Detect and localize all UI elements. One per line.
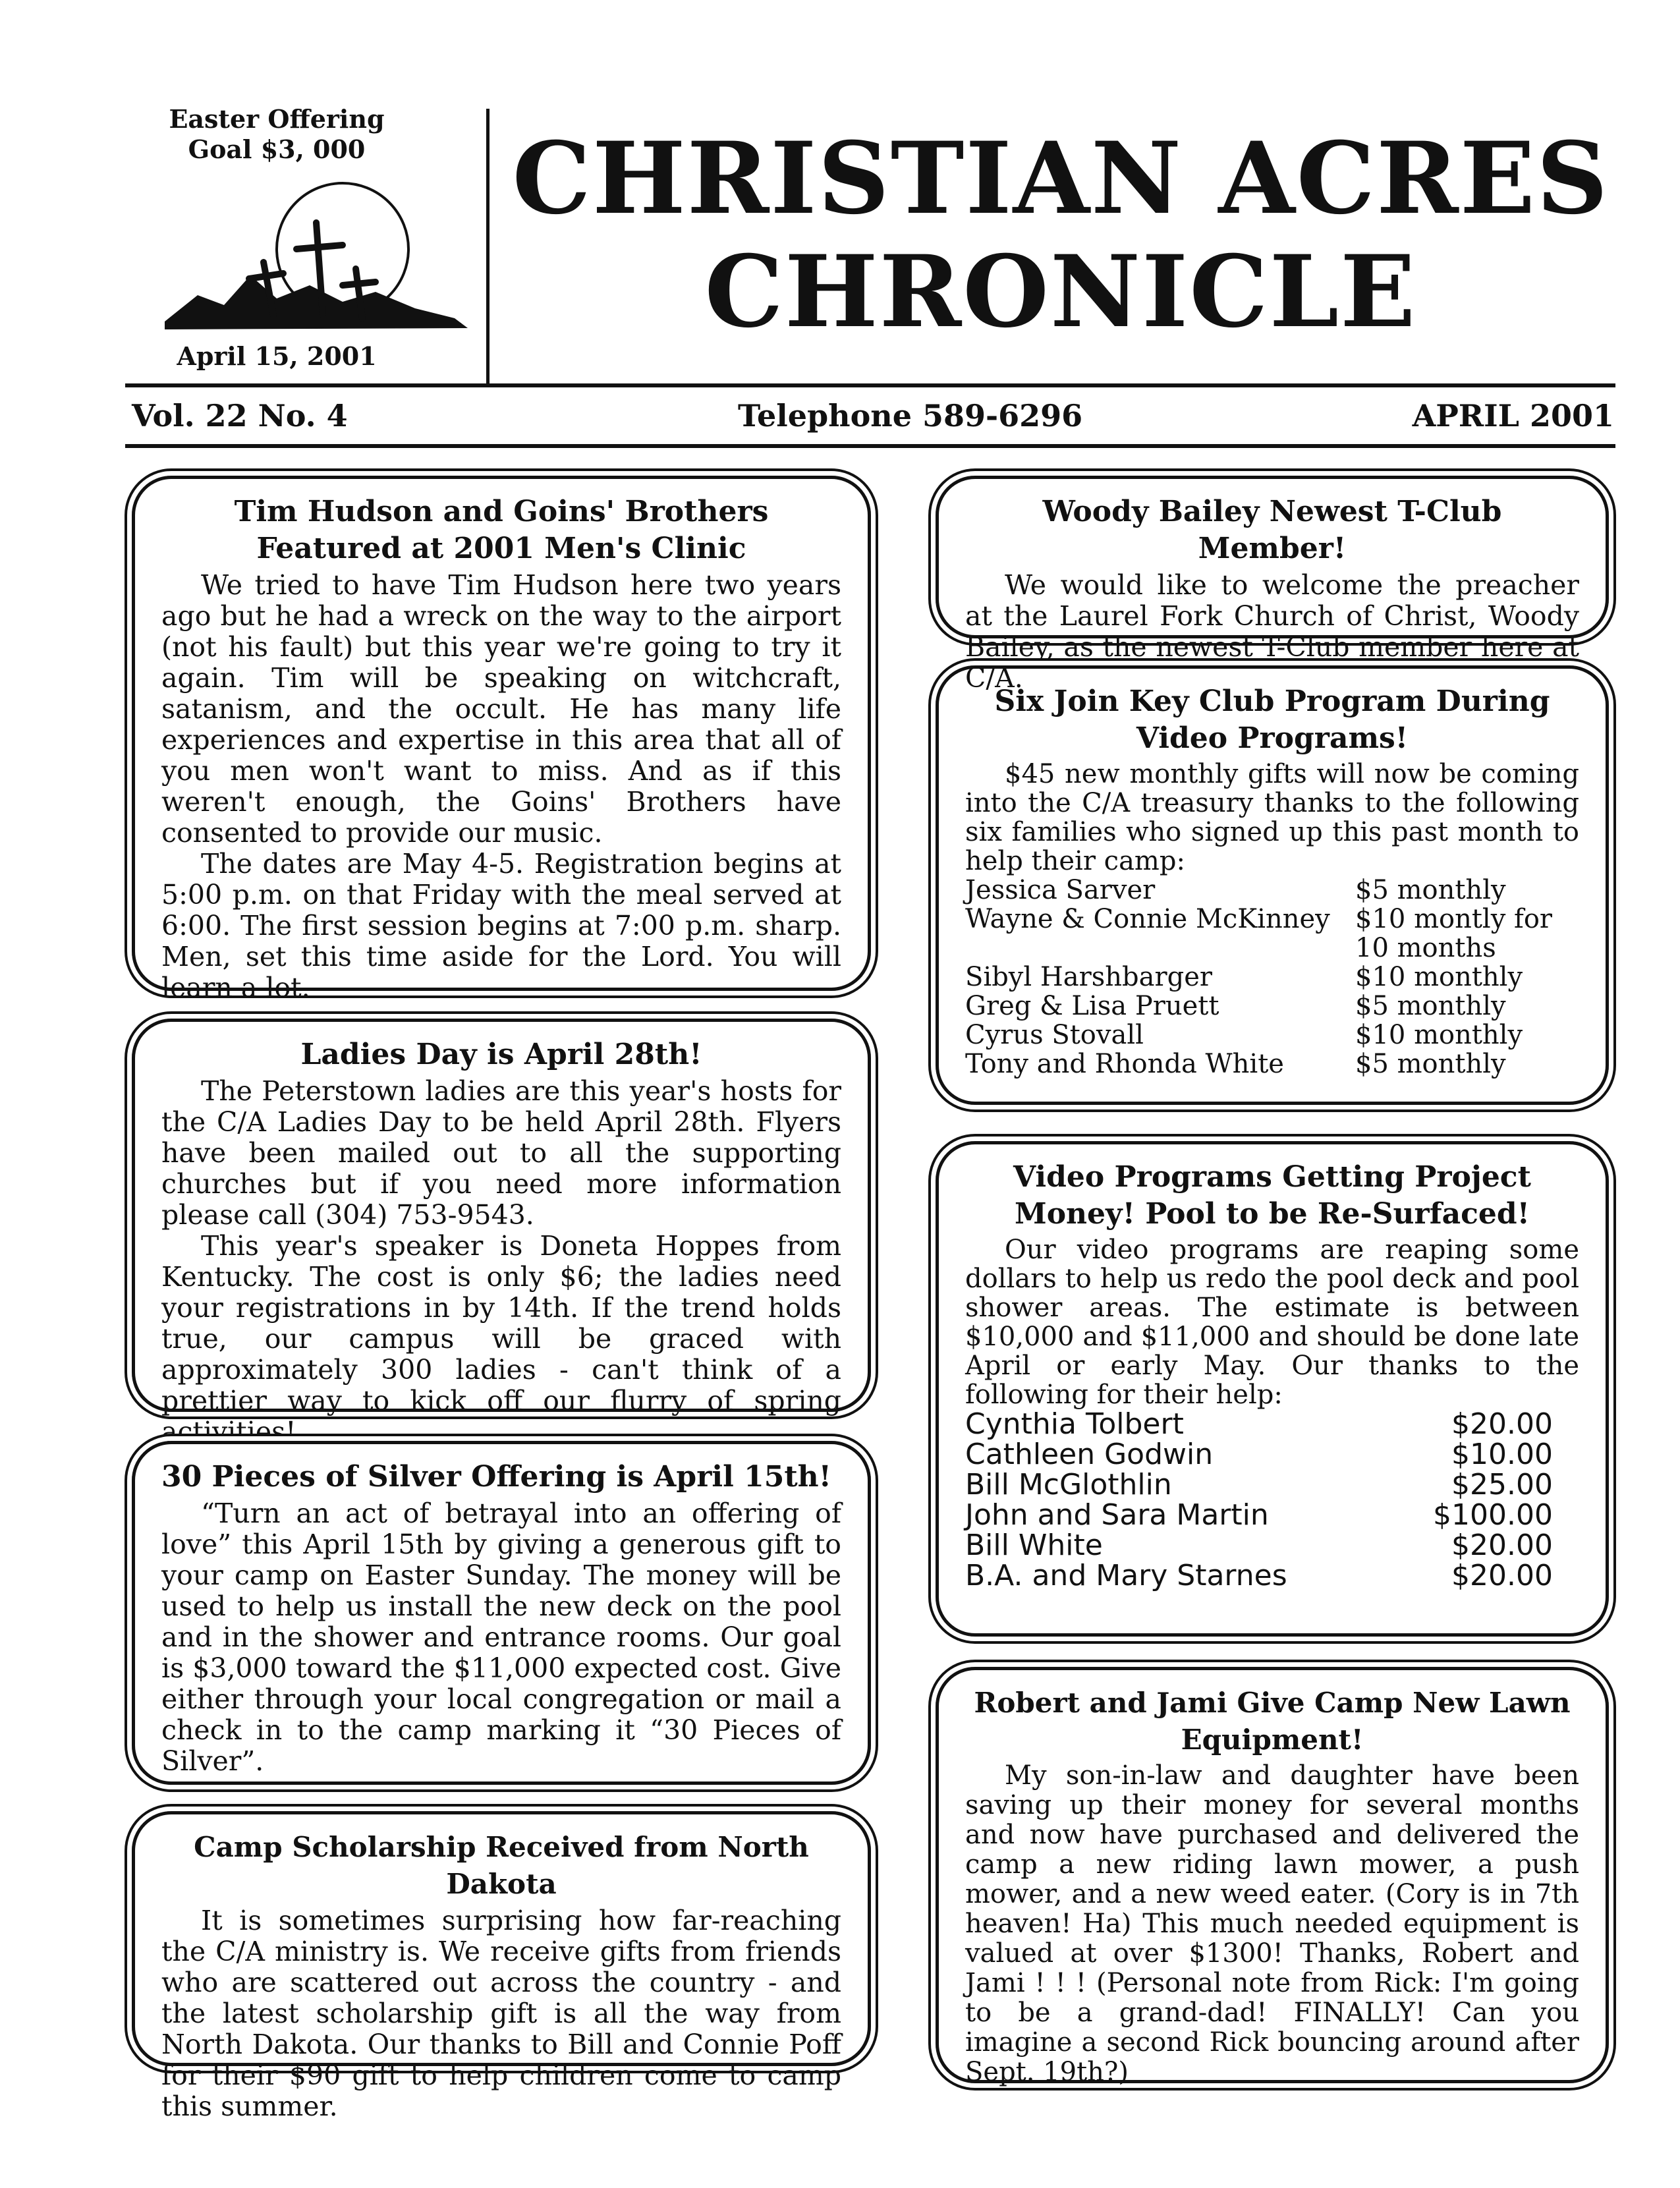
article-paragraph: My son-in-law and daughter have been saving up their money for several months and now have purchased and delivered the camp a new riding lawn mower, a push mower, and a new weed eater. (Cory is in 7th heaven! Ha) This much needed equipment is valued at over $1300! Thanks, Robert and Jami ! ! ! (Personal note from Rick: I'm going to be a grand-dad! FINALLY! Can you imagine a second Rick bouncing around after Sept. 19th?) [965,1760,1579,2087]
table-row [965,905,1579,963]
article-paragraph: We tried to have Tim Hudson here two years ago but he had a wreck on the way to the airport (not his fault) but this year we're going to try it again. Tim will be speaking on witchcraft, satanism, and the occult. He has many life experiences and expertise in this area that all of you men won't want to miss. And as if this weren't enough, the Goins' Brothers have consented to provide our music. [161,569,841,849]
article-title: Ladies Day is April 28th! [300,1038,702,1071]
gift-amount: $10 monthly [1355,1020,1523,1050]
newsletter-title [501,122,1621,349]
donor-amount: $10.00 [1451,1438,1553,1471]
article-title-line-2: Video Programs! [1136,721,1409,755]
article-title-line-2: Money! Pool to be Re-Surfaced! [1014,1197,1530,1231]
article-title [965,683,1579,757]
masthead-divider [486,109,490,385]
article-lawn-equipment [936,1667,1609,2087]
gift-name: Wayne & Connie McKinney [965,904,1330,934]
article-title: Camp Scholarship Received from North Dakota [194,1831,809,1900]
gift-amount: $5 monthly [1355,991,1506,1021]
donor-amount: $20.00 [1451,1559,1553,1592]
donor-amount: $20.00 [1451,1407,1553,1441]
article-paragraph: It is sometimes surprising how far-reaching the C/A ministry is. We receive gifts from friends who are scattered out across the country - and the latest scholarship gift is all the way from North Dakota. Our thanks to Bill and Connie Poff for their $90 gift to help children come to camp this summer. [161,1905,841,2122]
article-video-programs [936,1141,1609,1637]
key-club-gift-table [965,876,1579,1079]
article-key-club [936,665,1609,1105]
article-ladies-day [132,1019,871,1447]
easter-offering-block [125,104,507,381]
title-line-1: CHRISTIAN ACRES [512,121,1610,237]
article-title: 30 Pieces of Silver Offering is April 15th! [161,1460,831,1494]
article-paragraph: We would like to welcome the preacher at the Laurel Fork Church of Christ, Woody Bailey, as the newest T-Club member here at C/A. [965,569,1579,694]
article-paragraph: The dates are May 4-5. Registration begins at 5:00 p.m. on that Friday with the meal served at 6:00. The first session begins at 7:00 p.m. sharp. Men, set this time aside for the Lord. You will learn a lot. [161,848,841,1003]
article-paragraph: $45 new monthly gifts will now be coming into the C/A treasury thanks to the following six families who signed up this past month to help their camp: [965,759,1579,876]
article-title-line-2: Featured at 2001 Men's Clinic [256,532,746,565]
article-paragraph: Our video programs are reaping some dollars to help us redo the pool deck and pool shower areas. The estimate is between $10,000 and $11,000 and should be done late April or early May. Our thanks to the following for their help: [965,1235,1579,1410]
issue-month: APRIL 2001 [1412,398,1614,434]
donor-amount: $100.00 [1433,1498,1553,1532]
article-paragraph: The Peterstown ladies are this year's hosts for the C/A Ladies Day to be held April 28th. Flyers have been mailed out to all the supporting churches but if you need more information please call (304) 753-9543. [161,1075,841,1231]
article-title-line-1: Robert and Jami Give Camp New Lawn [974,1687,1571,1719]
table-row [965,1050,1579,1079]
article-title-line-2: Equipment! [1181,1724,1364,1756]
table-row [965,992,1579,1021]
gift-name: Greg & Lisa Pruett [965,991,1219,1021]
easter-date: April 15, 2001 [177,341,377,371]
three-crosses-logo-icon [152,177,507,348]
table-row [965,1500,1579,1530]
article-title-line-1: Six Join Key Club Program During [994,685,1550,718]
article-title: Woody Bailey Newest T-Club Member! [1042,495,1502,565]
article-title-line-1: Video Programs Getting Project [1013,1160,1531,1194]
gift-amount: $10 monthly [1355,962,1523,992]
gift-name: Tony and Rhonda White [965,1049,1284,1079]
table-row [965,963,1579,992]
gift-amount: $5 monthly [1355,1049,1506,1079]
article-title [965,1685,1579,1758]
article-paragraph: This year's speaker is Doneta Hoppes from Kentucky. The cost is only $6; the ladies need your registrations in by 14th. If the trend holds true, our campus will be graced with approximately 300 ladies - can't think of a prettier way to kick off our flurry of spring activities! [161,1230,841,1447]
article-title [965,1159,1579,1233]
donor-name: John and Sara Martin [965,1498,1269,1532]
header-rule-bottom [125,444,1615,448]
donor-amount: $25.00 [1451,1468,1553,1501]
gift-amount: $10 montly for 10 months [1355,904,1553,963]
table-row [965,1409,1579,1440]
table-row [965,1470,1579,1500]
donor-name: Bill White [965,1529,1103,1562]
donor-amount: $20.00 [1451,1529,1553,1562]
gift-amount: $5 monthly [1355,875,1506,905]
table-row [965,1530,1579,1561]
gift-name: Jessica Sarver [965,875,1156,905]
article-title-line-1: Tim Hudson and Goins' Brothers [234,495,769,528]
donor-name: Cathleen Godwin [965,1438,1214,1471]
telephone-number: Telephone 589-6296 [738,398,1083,434]
easter-offering-label: Easter Offering [169,104,385,134]
gift-name: Cyrus Stovall [965,1020,1144,1050]
video-donor-table [965,1409,1579,1591]
article-silver-offering [132,1441,871,1785]
article-paragraph: “Turn an act of betrayal into an offering of love” this April 15th by giving a generous gift to your camp on Easter Sunday. The money will be used to help us install the new deck on the pool and in the shower and entrance rooms. Our goal is $3,000 toward the $11,000 expected cost. Give either through your local congregation or mail a check in to the camp marking it “30 Pieces of Silver”. [161,1498,841,1777]
header-rule-top [125,383,1615,387]
easter-offering-goal: Goal $3, 000 [188,134,366,164]
article-woody-bailey [936,476,1609,694]
table-row [965,876,1579,905]
table-row [965,1561,1579,1591]
volume-number: Vol. 22 No. 4 [132,398,348,434]
article-mens-clinic [132,476,871,1003]
table-row [965,1021,1579,1050]
article-scholarship [132,1811,871,2122]
donor-name: Cynthia Tolbert [965,1407,1184,1441]
table-row [965,1440,1579,1470]
donor-name: Bill McGlothlin [965,1468,1172,1501]
title-line-2: CHRONICLE [704,234,1417,350]
donor-name: B.A. and Mary Starnes [965,1559,1287,1592]
article-title [161,493,841,567]
gift-name: Sibyl Harshbarger [965,962,1213,992]
